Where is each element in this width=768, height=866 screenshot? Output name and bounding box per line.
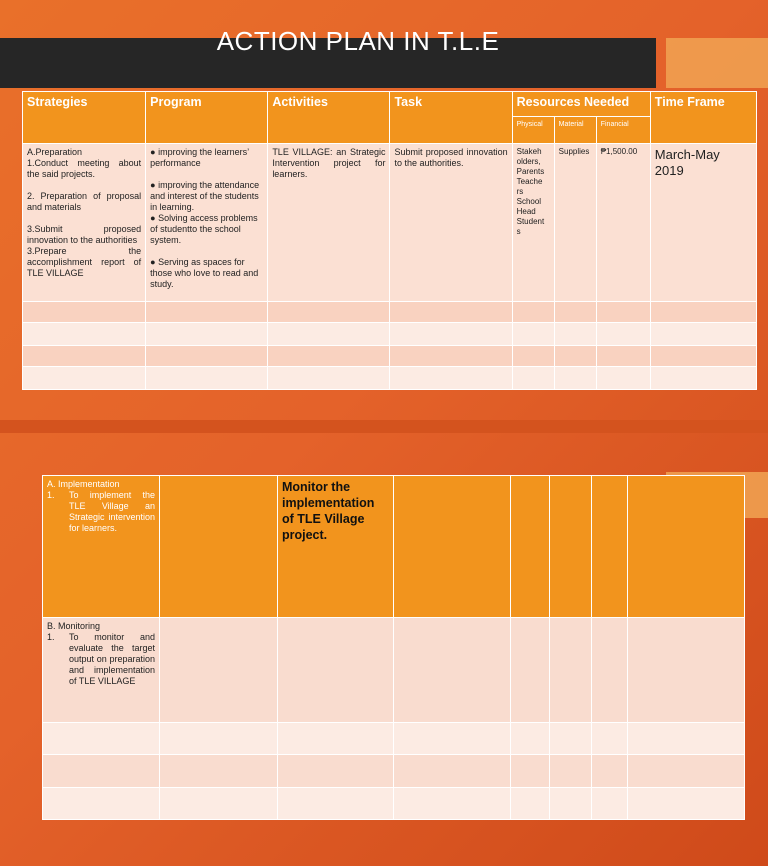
- strategy-line: 2. Preparation of proposal and materials: [27, 191, 142, 212]
- table-row: [23, 323, 757, 346]
- item-number: 1.: [47, 632, 55, 642]
- subheader-physical: Physical: [512, 117, 554, 144]
- table-row: [43, 755, 745, 788]
- header-time-frame: Time Frame: [650, 92, 756, 144]
- monitoring-item: [47, 632, 155, 687]
- action-plan-table: [22, 91, 757, 390]
- cell-task: Submit proposed innovation to the authorities.: [390, 144, 512, 302]
- cell-monitoring: [43, 618, 160, 723]
- physical-line: Parents: [516, 167, 545, 176]
- implementation-heading: A. Implementation: [47, 479, 120, 489]
- physical-line: School: [516, 197, 542, 206]
- table-row: [23, 302, 757, 323]
- program-item: ● Serving as spaces for those who love to read and study.: [150, 257, 259, 289]
- monitoring-heading: B. Monitoring: [47, 621, 101, 631]
- cell-monitor-activity: Monitor the implementation of TLE Village project.: [278, 476, 394, 618]
- physical-line: Stakeh: [516, 147, 542, 156]
- program-item: ● improving the attendance and interest of the students in learning.: [150, 180, 260, 212]
- header-strategies: Strategies: [23, 92, 146, 144]
- table-row: [43, 723, 745, 755]
- table-row: [23, 367, 757, 390]
- cell-strategies: [23, 144, 146, 302]
- slide-1: [0, 0, 768, 420]
- physical-line: s: [516, 227, 521, 236]
- strategy-heading: A.Preparation: [27, 147, 83, 157]
- item-text: To implement the TLE Village an Strategic intervention for learners.: [69, 490, 155, 533]
- cell-financial: ₱1,500.00: [596, 144, 650, 302]
- program-item: ● improving the learners’ performance: [150, 147, 249, 168]
- program-item: ● Solving access problems of studentto the school system.: [150, 213, 258, 245]
- implementation-item: [47, 490, 155, 534]
- strategy-line: 3.Prepare the accomplishment report of TLE VILLAGE: [27, 246, 142, 278]
- physical-line: Head: [516, 207, 536, 216]
- strategy-line: 3.Submit proposed innovation to the authorities: [27, 224, 142, 245]
- physical-line: rs: [516, 187, 524, 196]
- table-row: [23, 346, 757, 367]
- implementation-table: [42, 475, 745, 820]
- page-title: ACTION PLAN IN T.L.E: [216, 26, 500, 56]
- strategy-line: 1.Conduct meeting about the said projects.: [27, 158, 142, 179]
- table-row: [43, 788, 745, 820]
- cell-time-frame: March-May 2019: [650, 144, 756, 302]
- header-activities: Activities: [268, 92, 390, 144]
- cell-activities: TLE VILLAGE: an Strategic Intervention project for learners.: [268, 144, 390, 302]
- cell-physical: [512, 144, 554, 302]
- item-text: To monitor and evaluate the target output on preparation and implementation of TLE VILLAGE: [69, 632, 155, 686]
- physical-line: olders,: [516, 157, 541, 166]
- cell-implementation: [43, 476, 160, 618]
- physical-line: Student: [516, 217, 545, 226]
- physical-line: Teache: [516, 177, 543, 186]
- cell-material: Supplies: [554, 144, 596, 302]
- item-number: 1.: [47, 490, 55, 500]
- cell-program: [146, 144, 268, 302]
- header-resources: Resources Needed: [512, 92, 650, 117]
- slide-divider: [0, 420, 768, 433]
- header-task: Task: [390, 92, 512, 144]
- subheader-material: Material: [554, 117, 596, 144]
- header-program: Program: [146, 92, 268, 144]
- subheader-financial: Financial: [596, 117, 650, 144]
